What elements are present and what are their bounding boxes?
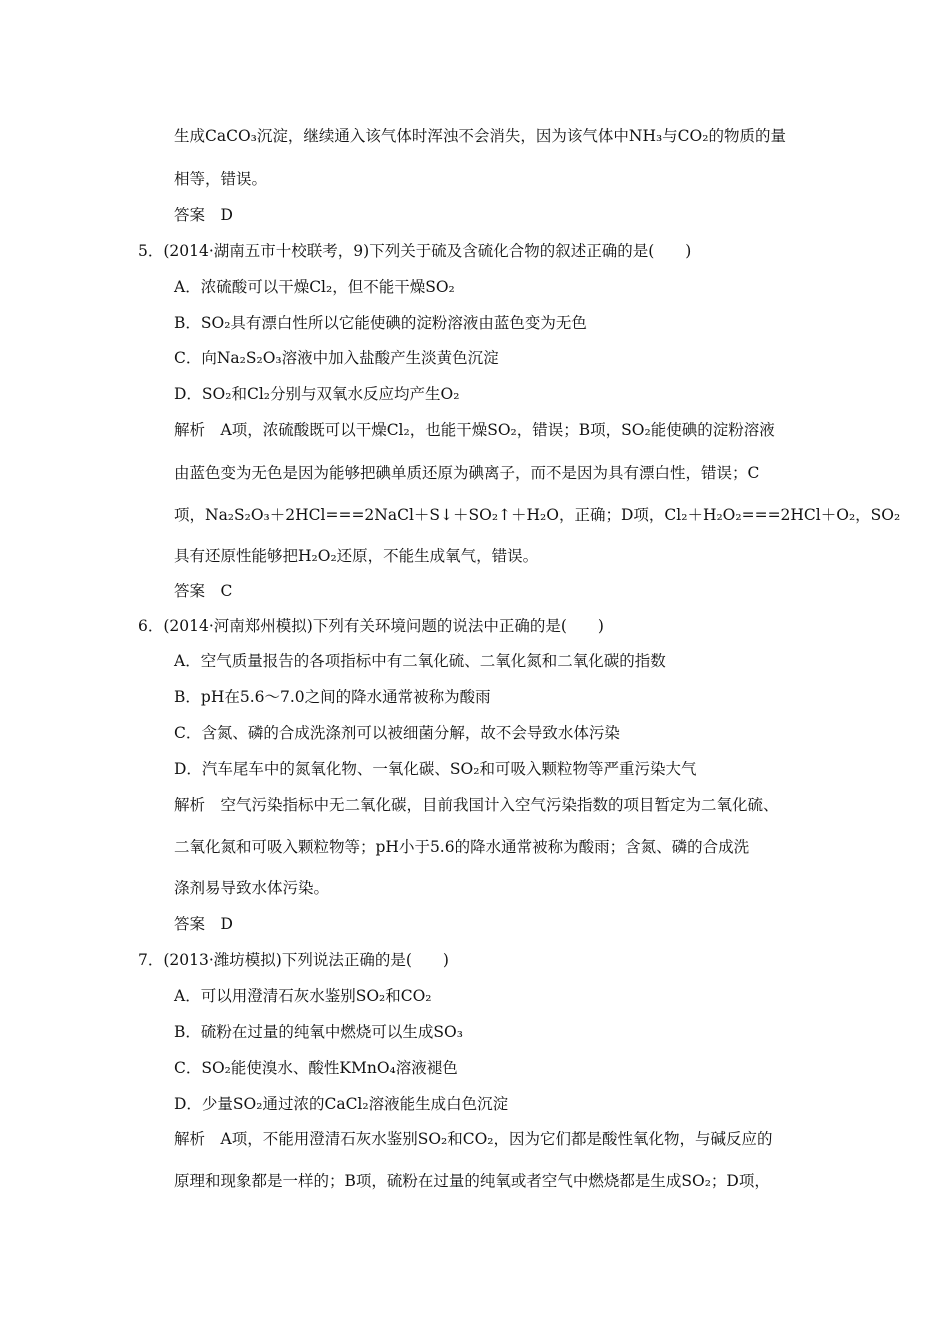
option-c: C．向Na₂S₂O₃溶液中加入盐酸产生淡黄色沉淀	[174, 349, 499, 367]
option-d: D．少量SO₂通过浓的CaCl₂溶液能生成白色沉淀	[174, 1095, 509, 1113]
option-c: C．含氮、磷的合成洗涤剂可以被细菌分解，故不会导致水体污染	[174, 724, 620, 742]
question-7-stem: 7．(2013·潍坊模拟)下列说法正确的是( )	[138, 951, 449, 969]
analysis-line: 二氧化氮和可吸入颗粒物等；pH小于5.6的降水通常被称为酸雨；含氮、磷的合成洗	[174, 838, 750, 856]
option-d: D．SO₂和Cl₂分别与双氧水反应均产生O₂	[174, 385, 460, 403]
analysis-line: 项，Na₂S₂O₃＋2HCl===2NaCl＋S↓＋SO₂↑＋H₂O，正确；D项，Cl₂＋H₂O₂===2HCl＋O₂，SO₂	[174, 506, 901, 524]
text-line: 生成CaCO₃沉淀，继续通入该气体时浑浊不会消失，因为该气体中NH₃与CO₂的物质的量	[174, 127, 786, 145]
option-a: A．浓硫酸可以干燥Cl₂，但不能干燥SO₂	[174, 278, 455, 296]
answer-line: 答案 D	[174, 915, 233, 933]
option-c: C．SO₂能使溴水、酸性KMnO₄溶液褪色	[174, 1059, 458, 1077]
answer-line: 答案 C	[174, 582, 233, 600]
analysis-line: 原理和现象都是一样的；B项，硫粉在过量的纯氧或者空气中燃烧都是生成SO₂；D项，	[174, 1172, 770, 1190]
analysis-line: 涤剂易导致水体污染。	[174, 879, 330, 897]
analysis-line: 解析 空气污染指标中无二氧化碳，目前我国计入空气污染指数的项目暂定为二氧化硫、	[174, 796, 779, 814]
answer-line: 答案 D	[174, 206, 233, 224]
option-b: B．pH在5.6～7.0之间的降水通常被称为酸雨	[174, 688, 491, 706]
option-a: A．可以用澄清石灰水鉴别SO₂和CO₂	[174, 987, 432, 1005]
analysis-line: 解析 A项，浓硫酸既可以干燥Cl₂，也能干燥SO₂，错误；B项，SO₂能使碘的淀粉溶液	[174, 421, 775, 439]
option-b: B．硫粉在过量的纯氧中燃烧可以生成SO₃	[174, 1023, 463, 1041]
analysis-line: 由蓝色变为无色是因为能够把碘单质还原为碘离子，而不是因为具有漂白性，错误；C	[174, 464, 760, 482]
analysis-line: 解析 A项，不能用澄清石灰水鉴别SO₂和CO₂，因为它们都是酸性氧化物，与碱反应的	[174, 1130, 773, 1148]
question-6-stem: 6．(2014·河南郑州模拟)下列有关环境问题的说法中正确的是( )	[138, 617, 604, 635]
question-5-stem: 5．(2014·湖南五市十校联考，9)下列关于硫及含硫化合物的叙述正确的是( )	[138, 242, 692, 260]
analysis-line: 具有还原性能够把H₂O₂还原，不能生成氧气，错误。	[174, 547, 539, 565]
option-b: B．SO₂具有漂白性所以它能使碘的淀粉溶液由蓝色变为无色	[174, 314, 587, 332]
option-d: D．汽车尾车中的氮氧化物、一氧化碳、SO₂和可吸入颗粒物等严重污染大气	[174, 760, 697, 778]
text-line: 相等，错误。	[174, 170, 268, 188]
option-a: A．空气质量报告的各项指标中有二氧化硫、二氧化氮和二氧化碳的指数	[174, 652, 666, 670]
